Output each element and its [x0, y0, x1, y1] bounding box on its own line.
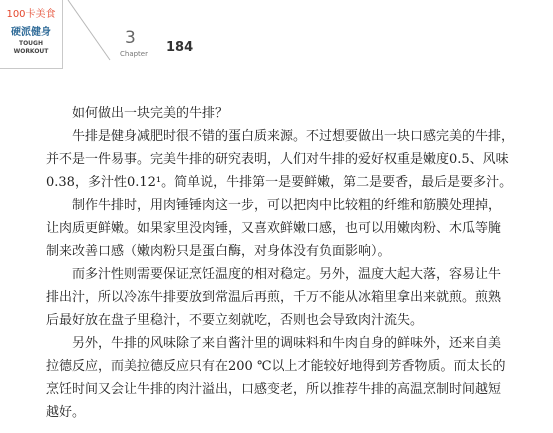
text-line: 另外，牛排的风味除了来自酱汁里的调味料和牛肉自身的鲜味外，还来自美 — [72, 336, 502, 351]
text-line: 排出汁，所以冷冻牛排要放到常温后再煎，千万不能从冰箱里拿出来就煎。煎熟 — [46, 290, 502, 305]
logo-english-line-2: WORKOUT — [13, 48, 49, 55]
header-divider-line — [66, 0, 112, 62]
page-number: 184 — [166, 40, 194, 55]
text-line: 牛排是健身减肥时很不错的蛋白质来源。不过想要做出一块口感完美的牛排， — [72, 129, 515, 144]
text-line: 拉德反应，而美拉德反应只有在200 ℃以上才能较好地得到芳香物质。而太长的 — [46, 359, 506, 374]
text-line: 后最好放在盘子里稳汁，不要立刻就吃，否则也会导致肉汁流失。 — [46, 313, 424, 328]
book-logo — [0, 0, 63, 69]
article-body — [46, 102, 515, 424]
text-line: 制来改善口感（嫩肉粉只是蛋白酶，对身体没有负面影响）。 — [46, 244, 391, 259]
chapter-number: 3 — [125, 28, 136, 48]
logo-english — [0, 40, 62, 56]
text-line: 0.38，多汁性0.12¹。简单说，牛排第一是要鲜嫩，第二是要香，最后是要多汁。 — [46, 175, 513, 190]
text-line: 烹饪时间又会让牛排的肉汁溢出，口感变老，所以推荐牛排的高温烹制时间越短 — [46, 382, 502, 397]
text-line: 制作牛排时，用肉锤锤肉这一步，可以把肉中比较粗的纤维和筋膜处理掉， — [72, 198, 502, 213]
text-line: 越好。 — [46, 405, 86, 420]
logo-subtitle: 硬派健身 — [11, 27, 51, 38]
logo-title: 100卡美食 — [6, 9, 56, 20]
text-line: 如何做出一块完美的牛排？ — [72, 106, 229, 121]
text-line: 而多汁性则需要保证烹饪温度的相对稳定。另外，温度大起大落，容易让牛 — [72, 267, 502, 282]
logo-english-line-1: TOUGH — [18, 40, 43, 47]
text-line: 并不是一件易事。完美牛排的研究表明，人们对牛排的爱好权重是嫩度0.5、风味 — [46, 152, 509, 167]
text-line: 让肉质更鲜嫩。如果家里没肉锤，又喜欢鲜嫩口感，也可以用嫩肉粉、木瓜等腌 — [46, 221, 502, 236]
chapter-label: Chapter — [120, 50, 148, 58]
